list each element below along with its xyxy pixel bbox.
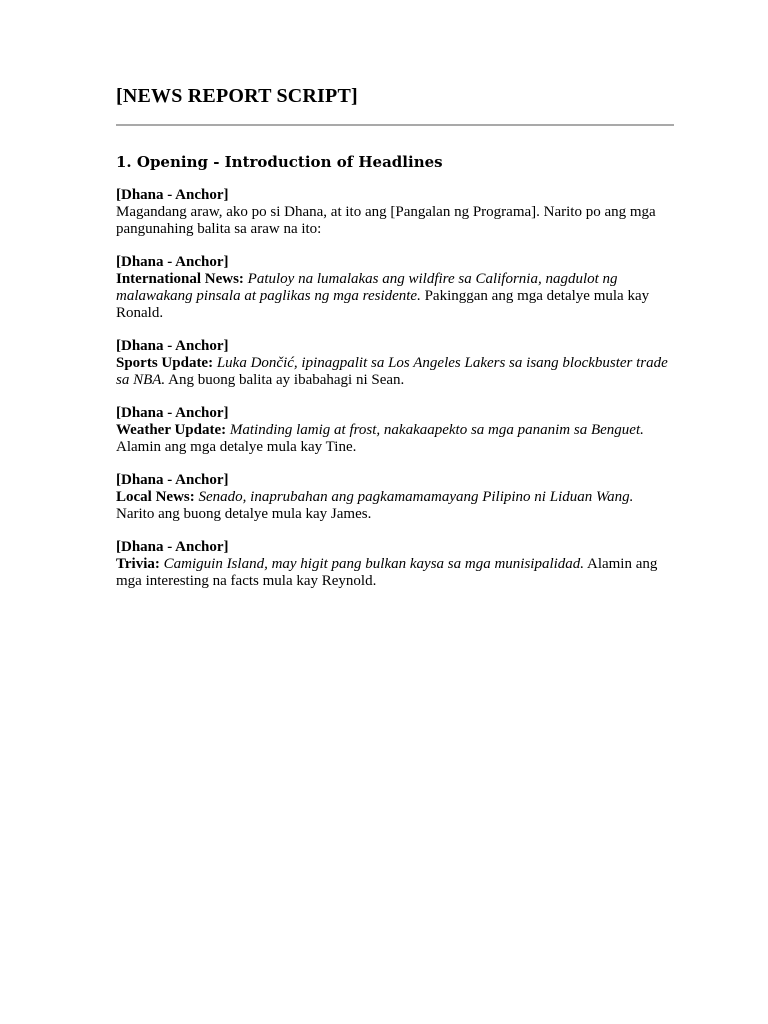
headline-text: Senado, inaprubahan ang pagkamamamayang Pilipino ni Liduan Wang. <box>198 489 634 505</box>
headline-text: Patuloy na lumalakas ang wildfire sa California, nagdulot ng malawakang pinsala at paglikas ng mga residente. <box>116 271 618 304</box>
script-block-weather-update <box>116 405 674 456</box>
headline-text: Camiguin Island, may higit pang bulkan kaysa sa mga munisipalidad. <box>163 556 585 572</box>
block-text: Ang buong balita ay ibabahagi ni Sean. <box>168 372 405 388</box>
speaker-label: [Dhana - Anchor] <box>116 254 229 270</box>
script-block-international-news <box>116 254 674 322</box>
block-text: Narito ang buong detalye mula kay James. <box>116 506 372 522</box>
script-block-trivia <box>116 539 674 590</box>
block-text: Alamin ang mga interesting na facts mula kay Reynold. <box>116 556 658 589</box>
section-heading: 1. Opening - Introduction of Headlines <box>116 153 443 171</box>
document-title: [NEWS REPORT SCRIPT] <box>116 85 358 107</box>
document-page <box>116 84 674 590</box>
script-block-intro <box>116 187 674 238</box>
segment-label: Local News: <box>116 489 195 505</box>
speaker-label: [Dhana - Anchor] <box>116 539 229 555</box>
script-block-local-news <box>116 472 674 523</box>
segment-label: Trivia: <box>116 556 160 572</box>
speaker-label: [Dhana - Anchor] <box>116 472 229 488</box>
speaker-label: [Dhana - Anchor] <box>116 187 229 203</box>
speaker-label: [Dhana - Anchor] <box>116 338 229 354</box>
headline-text: Matinding lamig at frost, nakakaapekto sa mga pananim sa Benguet. <box>229 422 644 438</box>
headline-text: Luka Dončić, ipinagpalit sa Los Angeles Lakers sa isang blockbuster trade sa NBA. <box>116 355 668 388</box>
block-text: Alamin ang mga detalye mula kay Tine. <box>116 439 357 455</box>
segment-label: Sports Update: <box>116 355 214 371</box>
block-text: Pakinggan ang mga detalye mula kay Ronald. <box>116 288 650 321</box>
segment-label: Weather Update: <box>116 422 227 438</box>
script-block-sports-update <box>116 338 674 389</box>
horizontal-rule <box>116 124 674 126</box>
speaker-label: [Dhana - Anchor] <box>116 405 229 421</box>
segment-label: International News: <box>116 271 244 287</box>
block-text: Magandang araw, ako po si Dhana, at ito ang [Pangalan ng Programa]. Narito po ang mga pangunahing balita sa araw na ito: <box>116 204 656 237</box>
